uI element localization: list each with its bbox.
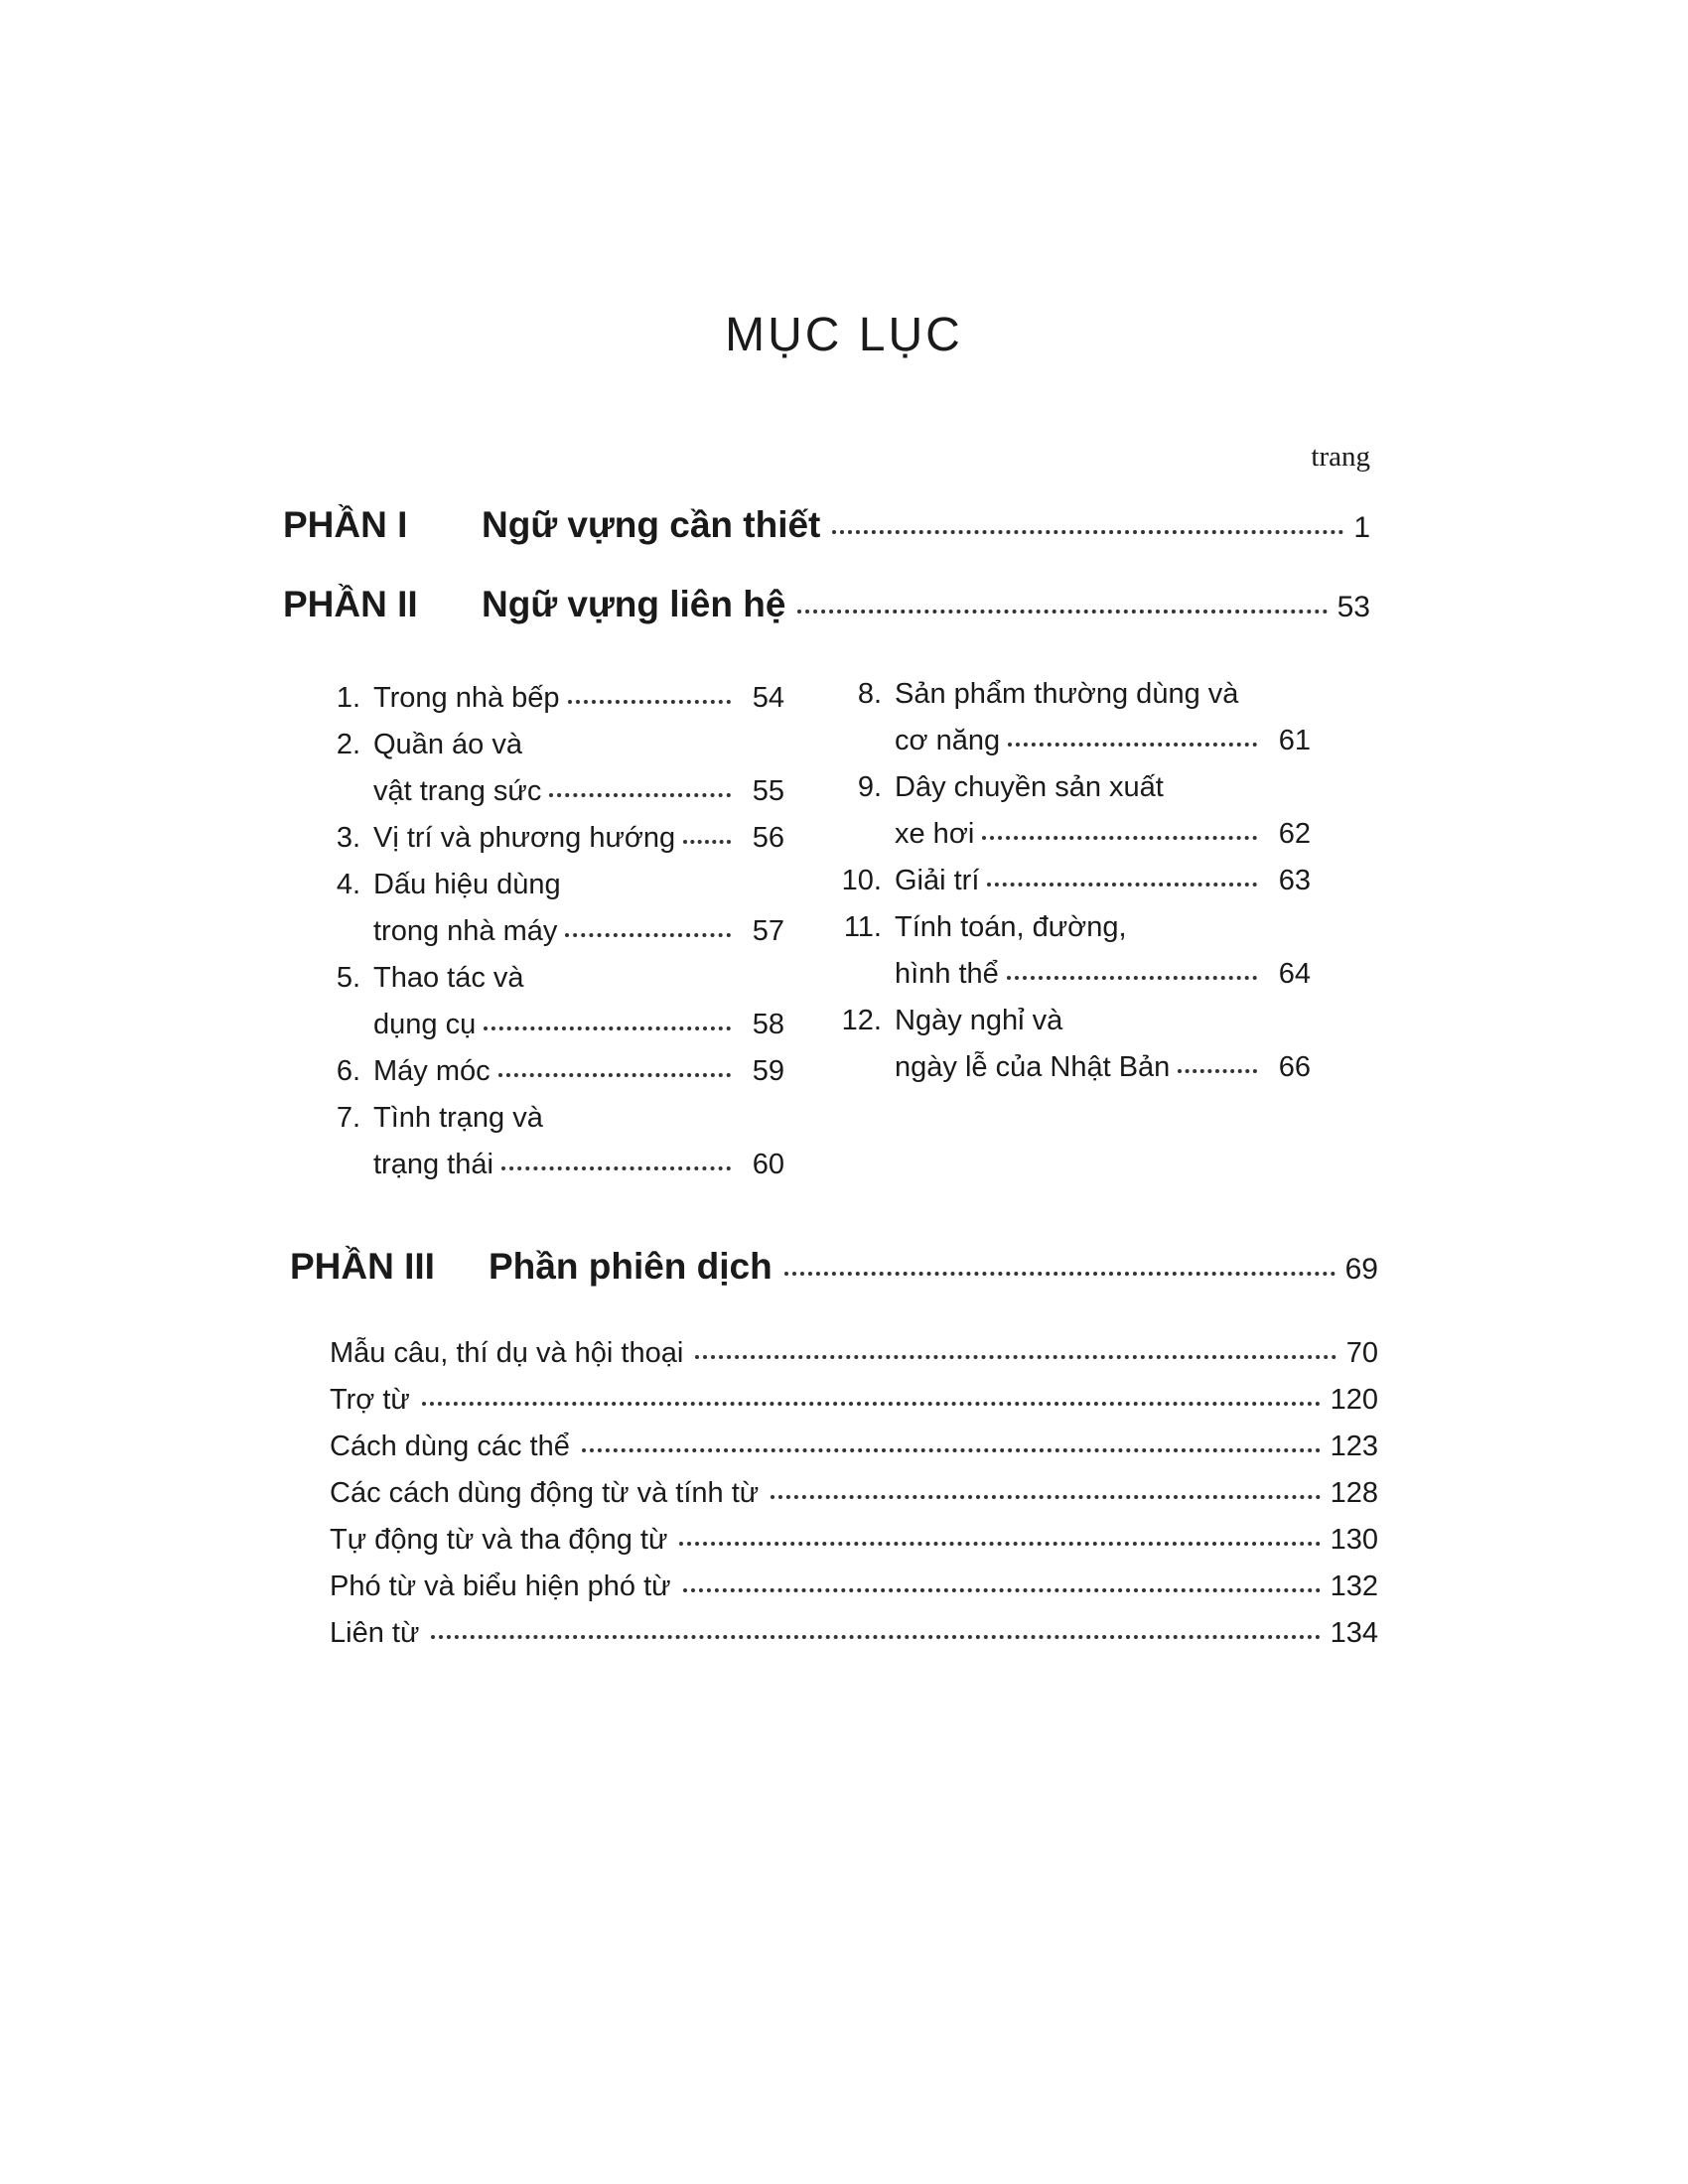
page-number: 61	[1278, 725, 1311, 756]
dot-leader	[568, 700, 731, 704]
item-number: 1.	[336, 682, 360, 714]
toc-item-9-cont[interactable]	[834, 818, 1311, 851]
page-number: 132	[1330, 1570, 1378, 1602]
page-number: 53	[1336, 591, 1370, 623]
page-number: 57	[752, 915, 784, 947]
item-number: 9.	[857, 771, 882, 803]
toc-part3-item[interactable]	[330, 1477, 1378, 1510]
item-title: Giải trí	[895, 865, 980, 896]
dot-leader	[797, 610, 1327, 614]
toc-part3-item[interactable]	[330, 1337, 1378, 1370]
toc-part-1[interactable]	[283, 504, 1370, 546]
item-title: Liên từ	[330, 1617, 420, 1649]
item-number: 4.	[336, 869, 360, 900]
item-title: Vị trí và phương hướng	[373, 822, 676, 854]
page-number: 70	[1345, 1337, 1378, 1369]
item-number: 3.	[336, 822, 360, 854]
page-number: 54	[752, 682, 784, 714]
item-number: 12.	[841, 1005, 882, 1036]
part-label: PHẦN III	[290, 1246, 435, 1287]
dot-leader	[695, 1355, 1336, 1359]
dot-leader	[1178, 1069, 1257, 1073]
item-title-cont: ngày lễ của Nhật Bản	[895, 1051, 1171, 1083]
page-number: 134	[1330, 1617, 1378, 1649]
dot-leader	[982, 836, 1257, 840]
item-title: Ngày nghỉ và	[895, 1005, 1063, 1036]
toc-item-7-cont[interactable]	[313, 1149, 784, 1181]
dot-leader	[1008, 743, 1257, 747]
toc-item-10[interactable]	[834, 865, 1311, 897]
part-label: PHẦN II	[283, 584, 418, 624]
item-title: Mẫu câu, thí dụ và hội thoại	[330, 1337, 684, 1369]
page-column-label: trang	[1311, 441, 1370, 473]
toc-part3-item[interactable]	[330, 1431, 1378, 1463]
toc-item-2[interactable]	[313, 729, 784, 761]
toc-part3-item[interactable]	[330, 1384, 1378, 1417]
page-number: 56	[752, 822, 784, 854]
part-title: Phần phiên dịch	[489, 1246, 773, 1287]
dot-leader	[683, 1588, 1321, 1592]
item-title: Dấu hiệu dùng	[373, 869, 561, 900]
item-title: Tình trạng và	[373, 1102, 543, 1134]
toc-item-7[interactable]	[313, 1102, 784, 1135]
dot-leader	[679, 1542, 1320, 1546]
page-number: 66	[1278, 1051, 1311, 1083]
item-title: Tự động từ và tha động từ	[330, 1524, 668, 1556]
page-number: 123	[1330, 1431, 1378, 1462]
toc-item-9[interactable]	[834, 771, 1311, 804]
page-number: 60	[752, 1149, 784, 1180]
item-title: Trong nhà bếp	[373, 682, 560, 714]
page-number: 59	[752, 1055, 784, 1087]
item-title: Dây chuyền sản xuất	[895, 771, 1164, 803]
dot-leader	[484, 1026, 731, 1030]
item-title: Phó từ và biểu hiện phó từ	[330, 1570, 671, 1602]
page-number: 69	[1344, 1253, 1378, 1286]
dot-leader	[549, 793, 731, 797]
item-title: Quần áo và	[373, 729, 522, 760]
item-number: 11.	[843, 911, 882, 943]
dot-leader	[987, 883, 1257, 887]
page-number: 63	[1278, 865, 1311, 896]
part-title: Ngữ vựng liên hệ	[482, 584, 786, 624]
item-number: 6.	[336, 1055, 360, 1087]
item-title-cont: cơ năng	[895, 725, 1001, 756]
dot-leader	[832, 530, 1343, 534]
part-label: PHẦN I	[283, 504, 408, 545]
page-number: 128	[1330, 1477, 1378, 1509]
dot-leader	[1007, 976, 1257, 980]
toc-item-6[interactable]	[313, 1055, 784, 1088]
item-title: Các cách dùng động từ và tính từ	[330, 1477, 760, 1509]
item-title: Cách dùng các thể	[330, 1431, 570, 1462]
toc-item-1[interactable]	[313, 682, 784, 715]
toc-item-11[interactable]	[834, 911, 1311, 944]
page-number: 55	[752, 775, 784, 807]
item-title-cont: dụng cụ	[373, 1009, 477, 1040]
toc-part3-item[interactable]	[330, 1617, 1378, 1650]
page-number: 130	[1330, 1524, 1378, 1556]
page-number: 62	[1278, 818, 1311, 850]
toc-part3-item[interactable]	[330, 1524, 1378, 1557]
toc-item-5-cont[interactable]	[313, 1009, 784, 1041]
toc-part3-item[interactable]	[330, 1570, 1378, 1603]
dot-leader	[771, 1495, 1320, 1499]
page-number: 120	[1330, 1384, 1378, 1416]
dot-leader	[422, 1402, 1321, 1406]
item-number: 8.	[857, 678, 882, 710]
toc-item-4-cont[interactable]	[313, 915, 784, 948]
page-number: 64	[1278, 958, 1311, 990]
dot-leader	[498, 1073, 731, 1077]
toc-item-5[interactable]	[313, 962, 784, 995]
page-number: 1	[1353, 511, 1370, 544]
toc-item-12-cont[interactable]	[834, 1051, 1311, 1084]
dot-leader	[431, 1635, 1320, 1639]
item-title: Sản phẩm thường dùng và	[895, 678, 1239, 710]
item-title-cont: vật trang sức	[373, 775, 542, 807]
item-title: Máy móc	[373, 1055, 491, 1087]
toc-part-2[interactable]	[283, 584, 1370, 625]
toc-item-8[interactable]	[834, 678, 1311, 711]
item-title: Thao tác và	[373, 962, 524, 994]
toc-item-12[interactable]	[834, 1005, 1311, 1037]
page-number: 58	[752, 1009, 784, 1040]
item-title-cont: trạng thái	[373, 1149, 493, 1180]
toc-item-3[interactable]	[313, 822, 784, 855]
dot-leader	[582, 1448, 1321, 1452]
item-title: Trợ từ	[330, 1384, 410, 1416]
dot-leader	[565, 933, 731, 937]
item-number: 10.	[841, 865, 882, 896]
toc-item-8-cont[interactable]	[834, 725, 1311, 757]
item-title-cont: trong nhà máy	[373, 915, 558, 947]
dot-leader	[683, 840, 731, 844]
page-title: MỤC LỤC	[725, 309, 963, 361]
toc-item-2-cont[interactable]	[313, 775, 784, 808]
item-number: 2.	[336, 729, 360, 760]
item-title-cont: hình thể	[895, 958, 999, 990]
toc-part-3[interactable]	[290, 1246, 1378, 1288]
toc-item-4[interactable]	[313, 869, 784, 901]
dot-leader	[784, 1272, 1336, 1276]
item-title-cont: xe hơi	[895, 818, 975, 850]
dot-leader	[501, 1166, 731, 1170]
toc-item-11-cont[interactable]	[834, 958, 1311, 991]
part-title: Ngữ vựng cần thiết	[482, 504, 821, 545]
item-number: 7.	[336, 1102, 360, 1134]
item-number: 5.	[336, 962, 360, 994]
item-title: Tính toán, đường,	[895, 911, 1127, 943]
